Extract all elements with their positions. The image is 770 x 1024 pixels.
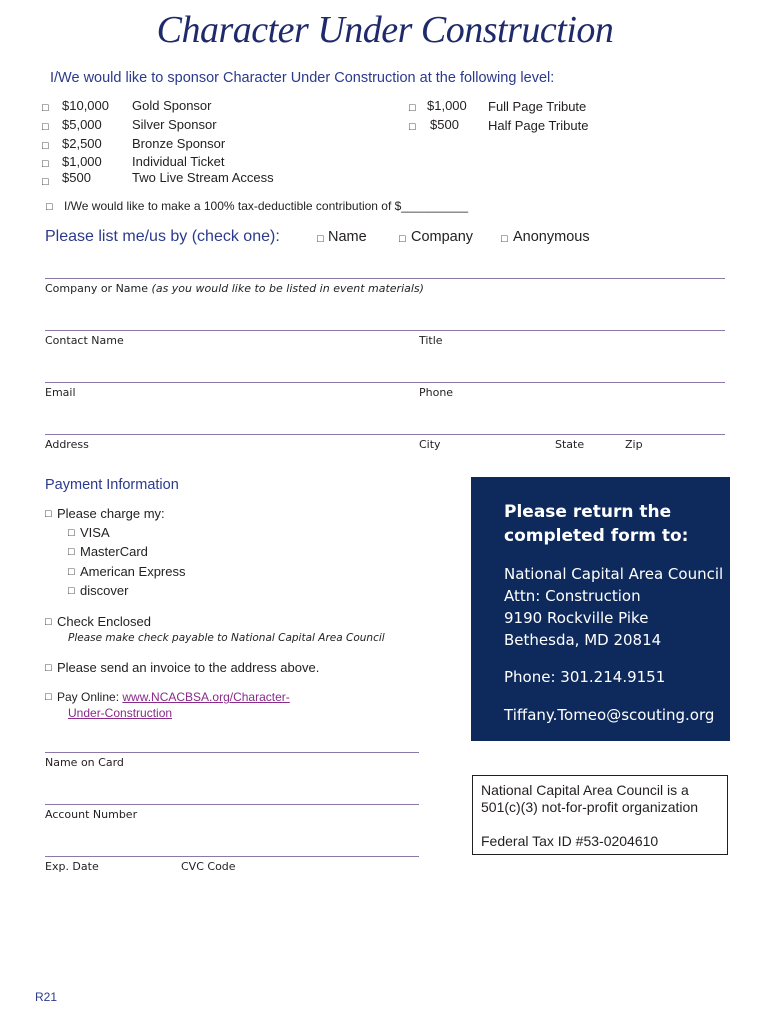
level-name: Half Page Tribute	[488, 118, 589, 133]
online-link-part1[interactable]: www.NCACBSA.org/Character-	[122, 690, 290, 704]
checkbox-visa[interactable]: □	[68, 527, 75, 539]
company-label-text: Company or Name	[45, 282, 149, 295]
checkbox-individual[interactable]: □	[42, 158, 49, 170]
checkbox-silver[interactable]: □	[42, 121, 49, 133]
email-line[interactable]	[45, 382, 725, 383]
company-label-note: (as you would like to be listed in event materials)	[151, 282, 424, 295]
checkbox-amex[interactable]: □	[68, 566, 75, 578]
level-amount: $500	[430, 117, 459, 132]
list-prompt: Please list me/us by (check one):	[45, 228, 280, 245]
card-mastercard: MasterCard	[80, 544, 148, 559]
checkbox-bronze[interactable]: □	[42, 140, 49, 152]
nonprofit-line1: National Capital Area Council is a	[481, 782, 689, 798]
account-number-line[interactable]	[45, 804, 419, 805]
sponsor-intro: I/We would like to sponsor Character Under Construction at the following level:	[50, 70, 555, 86]
level-amount: $2,500	[62, 136, 102, 151]
level-name: Bronze Sponsor	[132, 136, 226, 151]
nonprofit-box	[472, 775, 728, 855]
checkbox-half-page[interactable]: □	[409, 121, 416, 133]
return-street: 9190 Rockville Pike	[504, 609, 649, 627]
checkbox-list-name[interactable]: □	[317, 233, 324, 245]
nonprofit-tax-id: Federal Tax ID #53-0204610	[481, 833, 659, 849]
level-name: Two Live Stream Access	[132, 170, 274, 185]
check-note: Please make check payable to National Capital Area Council	[68, 632, 385, 644]
online-link-part2[interactable]: Under-Construction	[68, 706, 173, 720]
exp-date-label: Exp. Date	[45, 860, 99, 873]
footer-code: R21	[35, 990, 58, 1004]
name-on-card-line[interactable]	[45, 752, 419, 753]
level-amount: $10,000	[62, 98, 109, 113]
title-label: Title	[419, 334, 443, 347]
phone-label: Phone	[419, 386, 454, 399]
level-name: Gold Sponsor	[132, 98, 212, 113]
account-number-label: Account Number	[45, 808, 138, 821]
state-label: State	[555, 438, 585, 451]
address-line[interactable]	[45, 434, 725, 435]
card-amex: American Express	[80, 564, 186, 579]
cvc-label: CVC Code	[181, 860, 236, 873]
zip-label: Zip	[625, 438, 643, 451]
option-name: Name	[328, 229, 367, 245]
return-heading-2: completed form to:	[504, 526, 689, 546]
contribution-text: I/We would like to make a 100% tax-deductible contribution of $__________	[64, 199, 469, 213]
return-city: Bethesda, MD 20814	[504, 631, 662, 649]
online-prefix: Pay Online:	[57, 690, 123, 704]
return-attn: Attn: Construction	[504, 587, 641, 605]
checkbox-list-anonymous[interactable]: □	[501, 233, 508, 245]
check-label: Check Enclosed	[57, 614, 151, 629]
online-label	[57, 690, 290, 704]
return-phone: Phone: 301.214.9151	[504, 668, 666, 686]
email-label: Email	[45, 386, 76, 399]
level-amount: $5,000	[62, 117, 102, 132]
option-company: Company	[411, 229, 474, 245]
checkbox-list-company[interactable]: □	[399, 233, 406, 245]
contact-line[interactable]	[45, 330, 725, 331]
checkbox-mastercard[interactable]: □	[68, 546, 75, 558]
return-org: National Capital Area Council	[504, 565, 724, 583]
return-email: Tiffany.Tomeo@scouting.org	[504, 706, 715, 724]
exp-date-line[interactable]	[45, 856, 419, 857]
level-name: Full Page Tribute	[488, 99, 587, 114]
checkbox-discover[interactable]: □	[68, 585, 75, 597]
payment-heading: Payment Information	[45, 477, 179, 493]
name-on-card-label: Name on Card	[45, 756, 124, 769]
checkbox-online[interactable]: □	[45, 691, 52, 703]
level-amount: $1,000	[427, 98, 467, 113]
checkbox-invoice[interactable]: □	[45, 662, 52, 674]
option-anonymous: Anonymous	[513, 229, 590, 245]
card-visa: VISA	[80, 525, 110, 540]
level-name: Individual Ticket	[132, 154, 225, 169]
level-amount: $500	[62, 170, 91, 185]
company-label	[45, 282, 424, 295]
charge-label: Please charge my:	[57, 506, 165, 521]
checkbox-livestream[interactable]: □	[42, 176, 49, 188]
checkbox-full-page[interactable]: □	[409, 102, 416, 114]
nonprofit-line2: 501(c)(3) not-for-profit organization	[481, 799, 699, 815]
checkbox-check[interactable]: □	[45, 616, 52, 628]
checkbox-contribution[interactable]: □	[46, 201, 53, 213]
return-address-box	[471, 477, 730, 741]
card-discover: discover	[80, 583, 129, 598]
address-label: Address	[45, 438, 89, 451]
checkbox-charge[interactable]: □	[45, 508, 52, 520]
level-name: Silver Sponsor	[132, 117, 217, 132]
page-title: Character Under Construction	[156, 9, 614, 51]
company-line[interactable]	[45, 278, 725, 279]
checkbox-gold[interactable]: □	[42, 102, 49, 114]
invoice-label: Please send an invoice to the address above.	[57, 660, 320, 675]
level-amount: $1,000	[62, 154, 102, 169]
contact-name-label: Contact Name	[45, 334, 124, 347]
return-heading-1: Please return the	[504, 502, 672, 522]
city-label: City	[419, 438, 441, 451]
